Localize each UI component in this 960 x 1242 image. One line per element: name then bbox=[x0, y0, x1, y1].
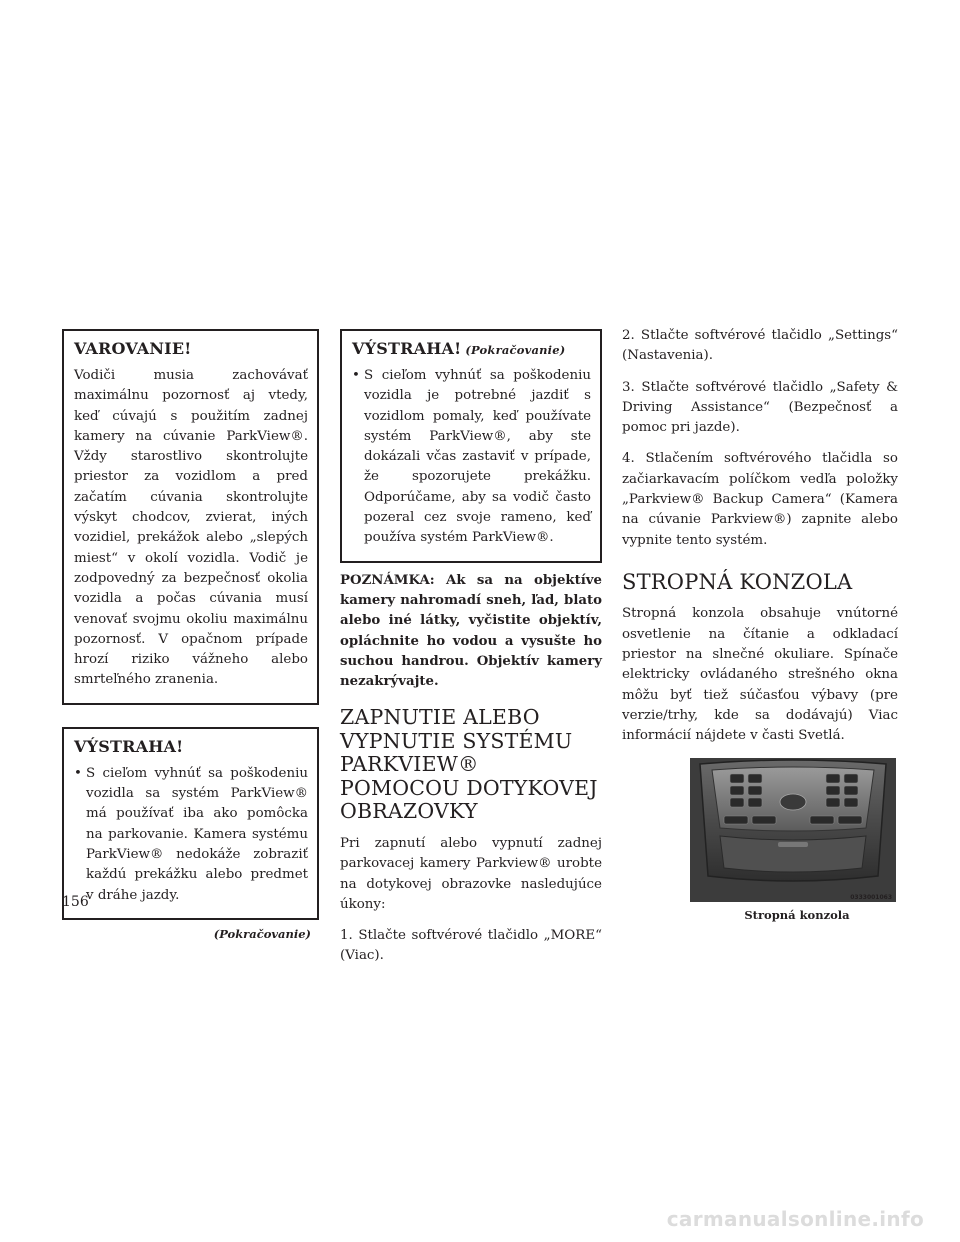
caution-box-2 bbox=[340, 329, 602, 563]
right-column bbox=[622, 326, 898, 922]
step-4: 4. Stlačením softvérového tlačidla so začiarkavacím políčkom vedľa položky „Parkview® Backup Camera“ (Kamera na cúvanie Parkview®) zapnite alebo vypnite tento systém. bbox=[622, 451, 898, 548]
section-1-intro: Pri zapnutí alebo vypnutí zadnej parkovacej kamery Parkview® urobte na dotykovej obrazovke nasledujúce úkony: bbox=[340, 835, 602, 912]
caution-bullet-2 bbox=[352, 366, 591, 549]
figure-caption: Stropná konzola bbox=[744, 907, 850, 922]
caution-bullet-1-text: S cieľom vyhnúť sa poškodeniu vozidla sa systém ParkView® má používať iba ako pomôcka na parkovanie. Kamera systému ParkView® nedokáže zobraziť každú prekážku alebo predmet v dráhe jazdy. bbox=[86, 765, 308, 903]
page-number: 156 bbox=[62, 894, 89, 910]
warning-box bbox=[62, 329, 319, 705]
bullet-dot: • bbox=[74, 765, 82, 781]
watermark: carmanualsonline.info bbox=[666, 1207, 924, 1231]
caution-title-2-suffix: (Pokračovanie) bbox=[465, 343, 566, 357]
step-3: 3. Stlačte softvérové tlačidlo „Safety & Driving Assistance“ (Bezpečnosť a pomoc pri jazde). bbox=[622, 379, 898, 436]
caution-box-1 bbox=[62, 727, 319, 920]
overhead-console-illustration bbox=[690, 758, 896, 902]
middle-column bbox=[340, 329, 602, 978]
figure bbox=[690, 758, 896, 922]
overhead-console-image bbox=[690, 758, 896, 902]
section-2-text: Stropná konzola obsahuje vnútorné osvetlenie na čítanie a odkladací priestor na slnečné okuliare. Spínače elektricky ovládaného strešného okna môžu byť tiež súčasťou výbavy (pre verzie/trhy, kde sa dodávajú) Viac informácií nájdete v časti Svetlá. bbox=[622, 606, 898, 744]
caution-bullet-2-text: S cieľom vyhnúť sa poškodeniu vozidla je potrebné jazdiť s vozidlom pomaly, keď používate systém ParkView®, aby ste dokázali včas zastaviť v prípade, že spozorujete prekážku. Odporúčame, aby sa vodič často pozeral cez svoje rameno, keď používa systém ParkView®. bbox=[364, 368, 591, 546]
note-paragraph: POZNÁMKA: Ak sa na objektíve kamery nahromadí sneh, ľad, blato alebo iné látky, vyčistite objektív, opláchnite ho vodou a vysušte ho suchou handrou. Objektív kamery nezakrývajte. bbox=[340, 572, 602, 690]
step-2: 2. Stlačte softvérové tlačidlo „Settings“ (Nastavenia). bbox=[622, 328, 898, 364]
continued-label: (Pokračovanie) bbox=[213, 926, 311, 941]
caution-bullet-1 bbox=[74, 764, 308, 906]
section-heading-overhead-console: STROPNÁ KONZOLA bbox=[622, 569, 853, 594]
section-heading-parkview: ZAPNUTIE ALEBO VYPNUTIE SYSTÉMU PARKVIEW® POMOCOU DOTYKOVEJ OBRAZOVKY bbox=[340, 705, 598, 824]
step-1: 1. Stlačte softvérové tlačidlo „MORE“ (Viac). bbox=[340, 928, 602, 964]
warning-text: Vodiči musia zachovávať maximálnu pozornosť aj vtedy, keď cúvajú s použitím zadnej kamery na cúvanie ParkView®. Vždy starostlivo skontrolujte priestor za vozidlom a pred začatím cúvania skontrolujte výskyt chodcov, zvierat, iných vozidiel, prekážok alebo „slepých miest“ v okolí vozidla. Vodič je zodpovedný za bezpečnosť okolia vozidla a počas cúvania musí venovať svojmu okoliu maximálnu pozornosť. V opačnom prípade hrozí riziko vážneho alebo smrteľného zranenia. bbox=[74, 368, 308, 688]
left-column bbox=[62, 329, 319, 941]
caution-title-1: VÝSTRAHA! bbox=[74, 736, 184, 756]
warning-title: VAROVANIE! bbox=[74, 339, 192, 358]
caution-title-2-text: VÝSTRAHA! bbox=[352, 339, 462, 358]
bullet-dot: • bbox=[352, 368, 360, 383]
caution-title-2 bbox=[352, 339, 591, 358]
figure-code: 0333001063 bbox=[850, 893, 892, 901]
